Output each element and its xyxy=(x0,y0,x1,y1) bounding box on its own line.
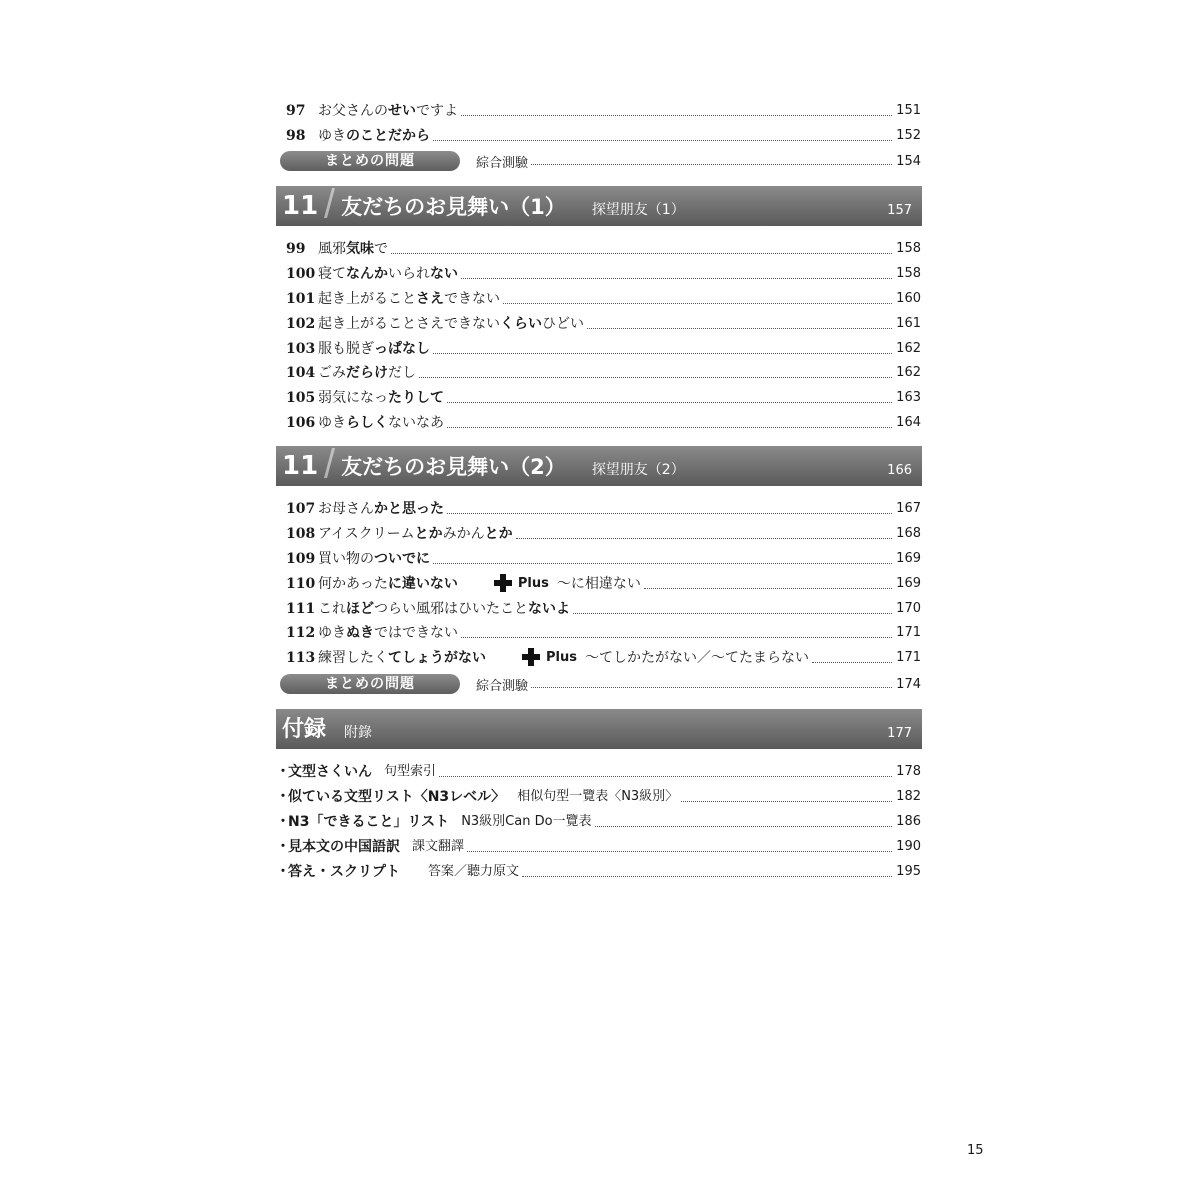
dot-leader xyxy=(461,637,892,638)
toc-entry-109[interactable] xyxy=(280,546,921,568)
entry-page: 162 xyxy=(896,341,921,356)
entry-title: これほどつらい風邪はひいたことないよ xyxy=(318,601,570,617)
dot-leader xyxy=(531,687,892,688)
entry-page: 161 xyxy=(896,316,921,331)
toc-entry-110[interactable] xyxy=(280,571,921,593)
entry-title: 答え・スクリプト xyxy=(288,864,400,880)
entry-page: 158 xyxy=(896,241,921,256)
entry-title: 練習したくてしょうがない xyxy=(318,650,486,666)
entry-title: ゆきぬきではできない xyxy=(318,625,458,641)
entry-number: 108 xyxy=(286,526,316,542)
dot-leader xyxy=(391,253,892,254)
entry-number: 112 xyxy=(286,625,316,641)
entry-page: 195 xyxy=(896,864,921,879)
entry-number: 110 xyxy=(286,576,316,592)
unit-title: 友だちのお見舞い（2） xyxy=(341,455,566,479)
summary-page: 174 xyxy=(896,676,921,692)
dot-leader xyxy=(503,303,892,304)
entry-title: 似ている文型リスト〈N3レベル〉 xyxy=(288,789,506,805)
entry-title: お母さんかと思った xyxy=(318,501,444,517)
bullet: ・ xyxy=(276,764,290,780)
summary-review-2[interactable] xyxy=(280,673,921,695)
entry-page: 169 xyxy=(896,576,921,591)
dot-leader xyxy=(644,588,892,589)
toc-entry-100[interactable] xyxy=(280,261,921,283)
bullet: ・ xyxy=(276,814,290,830)
entry-title: 起き上がることさえできないくらいひどい xyxy=(318,316,584,332)
dot-leader xyxy=(573,613,892,614)
dot-leader xyxy=(419,377,892,378)
appendix-page: 177 xyxy=(887,726,912,741)
toc-entry-112[interactable] xyxy=(280,620,921,642)
unit-header-11-part2[interactable] xyxy=(276,446,922,486)
entry-page: 152 xyxy=(896,128,921,143)
unit-page: 157 xyxy=(887,203,912,218)
toc-entry-113[interactable] xyxy=(280,645,921,667)
dot-leader xyxy=(531,164,892,165)
appendix-entry[interactable] xyxy=(276,759,921,781)
dot-leader xyxy=(447,427,892,428)
entry-page: 151 xyxy=(896,103,921,118)
entry-chinese: 課文翻譯 xyxy=(412,839,465,854)
entry-title: N3「できること」リスト xyxy=(288,814,450,830)
entry-number: 107 xyxy=(286,501,316,517)
toc-entry-107[interactable] xyxy=(280,496,921,518)
appendix-entry[interactable] xyxy=(276,784,921,806)
entry-title: ごみだらけだし xyxy=(318,365,416,381)
entry-page: 158 xyxy=(896,266,921,281)
page-number: 15 xyxy=(967,1143,984,1158)
entry-chinese: 答案／聽力原文 xyxy=(428,864,520,879)
plus-icon xyxy=(522,648,540,666)
appendix-entry[interactable] xyxy=(276,859,921,881)
entry-number: 105 xyxy=(286,390,316,406)
entry-title: 見本文の中国語訳 xyxy=(288,839,400,855)
dot-leader xyxy=(812,662,892,663)
appendix-header[interactable] xyxy=(276,709,922,749)
toc-entry-101[interactable] xyxy=(280,286,921,308)
appendix-title: 付録 xyxy=(282,717,327,742)
entry-number: 109 xyxy=(286,551,316,567)
entry-number: 103 xyxy=(286,341,316,357)
entry-number: 113 xyxy=(286,650,316,666)
entry-page: 178 xyxy=(896,764,921,779)
plus-text: ～に相違ない xyxy=(556,576,641,592)
entry-title: ゆきらしくないなあ xyxy=(318,415,444,431)
entry-page: 163 xyxy=(896,390,921,405)
appendix-subtitle: 附錄 xyxy=(344,725,373,741)
toc-entry-98[interactable] xyxy=(280,123,921,145)
entry-number: 102 xyxy=(286,316,316,332)
entry-title: 弱気になったりして xyxy=(318,390,444,406)
summary-review-1[interactable] xyxy=(280,150,921,172)
dot-leader xyxy=(447,513,892,514)
entry-page: 171 xyxy=(896,650,921,665)
toc-entry-108[interactable] xyxy=(280,521,921,543)
entry-title: 買い物のついでに xyxy=(318,551,430,567)
entry-page: 162 xyxy=(896,365,921,380)
dot-leader xyxy=(595,826,892,827)
entry-page: 168 xyxy=(896,526,921,541)
entry-page: 160 xyxy=(896,291,921,306)
entry-page: 190 xyxy=(896,839,921,854)
dot-leader xyxy=(516,538,892,539)
entry-number: 106 xyxy=(286,415,316,431)
toc-entry-103[interactable] xyxy=(280,336,921,358)
entry-title: 文型さくいん xyxy=(288,764,372,780)
dot-leader xyxy=(433,563,892,564)
summary-label: まとめの問題 xyxy=(280,151,460,171)
divider-slash xyxy=(324,448,335,478)
plus-text: ～てしかたがない／～てたまらない xyxy=(584,650,809,666)
bullet: ・ xyxy=(276,789,290,805)
entry-number: 101 xyxy=(286,291,316,307)
bullet: ・ xyxy=(276,864,290,880)
unit-title: 友だちのお見舞い（1） xyxy=(341,195,566,219)
toc-entry-104[interactable] xyxy=(280,360,921,382)
bullet: ・ xyxy=(276,839,290,855)
entry-number: 100 xyxy=(286,266,316,282)
dot-leader xyxy=(447,402,892,403)
entry-number: 97 xyxy=(286,103,306,119)
entry-page: 182 xyxy=(896,789,921,804)
entry-number: 99 xyxy=(286,241,306,257)
dot-leader xyxy=(433,140,892,141)
unit-page: 166 xyxy=(887,463,912,478)
entry-number: 104 xyxy=(286,365,316,381)
appendix-entry[interactable] xyxy=(276,809,921,831)
entry-title: 風邪気味で xyxy=(318,241,388,257)
entry-page: 169 xyxy=(896,551,921,566)
entry-title: 何かあったに違いない xyxy=(318,576,458,592)
summary-page: 154 xyxy=(896,153,921,169)
plus-note xyxy=(522,648,809,667)
plus-note xyxy=(494,574,641,593)
entry-chinese: N3級別Can Do一覽表 xyxy=(461,814,592,829)
toc-entry-102[interactable] xyxy=(280,311,921,333)
entry-page: 164 xyxy=(896,415,921,430)
unit-number: 11 xyxy=(282,451,319,481)
dot-leader xyxy=(461,278,892,279)
dot-leader xyxy=(587,328,892,329)
dot-leader xyxy=(461,115,892,116)
toc-entry-99[interactable] xyxy=(280,236,921,258)
summary-title: 綜合測驗 xyxy=(476,155,529,171)
entry-page: 171 xyxy=(896,625,921,640)
entry-title: アイスクリームとかみかんとか xyxy=(318,526,513,542)
unit-header-11-part1[interactable] xyxy=(276,186,922,226)
plus-icon xyxy=(494,574,512,592)
dot-leader xyxy=(433,353,892,354)
entry-page: 186 xyxy=(896,814,921,829)
plus-label: Plus xyxy=(546,650,577,665)
unit-number: 11 xyxy=(282,191,319,221)
unit-subtitle: 探望朋友（1） xyxy=(591,202,685,218)
divider-slash xyxy=(324,188,335,218)
entry-title: 服も脱ぎっぱなし xyxy=(318,341,430,357)
entry-title: お父さんのせいですよ xyxy=(318,103,458,119)
entry-chinese: 相似句型一覽表〈N3級別〉 xyxy=(517,789,679,804)
entry-page: 170 xyxy=(896,601,921,616)
appendix-entry[interactable] xyxy=(276,834,921,856)
toc-entry-106[interactable] xyxy=(280,410,921,432)
entry-title: 起き上がることさえできない xyxy=(318,291,500,307)
unit-subtitle: 探望朋友（2） xyxy=(591,462,685,478)
entry-title: ゆきのことだから xyxy=(318,128,430,144)
plus-label: Plus xyxy=(517,576,549,591)
dot-leader xyxy=(439,776,892,777)
summary-title: 綜合測驗 xyxy=(476,678,529,694)
summary-label: まとめの問題 xyxy=(280,674,460,694)
entry-number: 111 xyxy=(286,601,316,617)
entry-number: 98 xyxy=(286,128,306,144)
dot-leader xyxy=(522,876,892,877)
entry-page: 167 xyxy=(896,501,921,516)
toc-entry-111[interactable] xyxy=(280,596,921,618)
toc-entry-97[interactable] xyxy=(280,98,921,120)
dot-leader xyxy=(681,801,892,802)
dot-leader xyxy=(467,851,892,852)
entry-title: 寝てなんかいられない xyxy=(318,266,458,282)
entry-chinese: 句型索引 xyxy=(384,764,437,779)
toc-entry-105[interactable] xyxy=(280,385,921,407)
